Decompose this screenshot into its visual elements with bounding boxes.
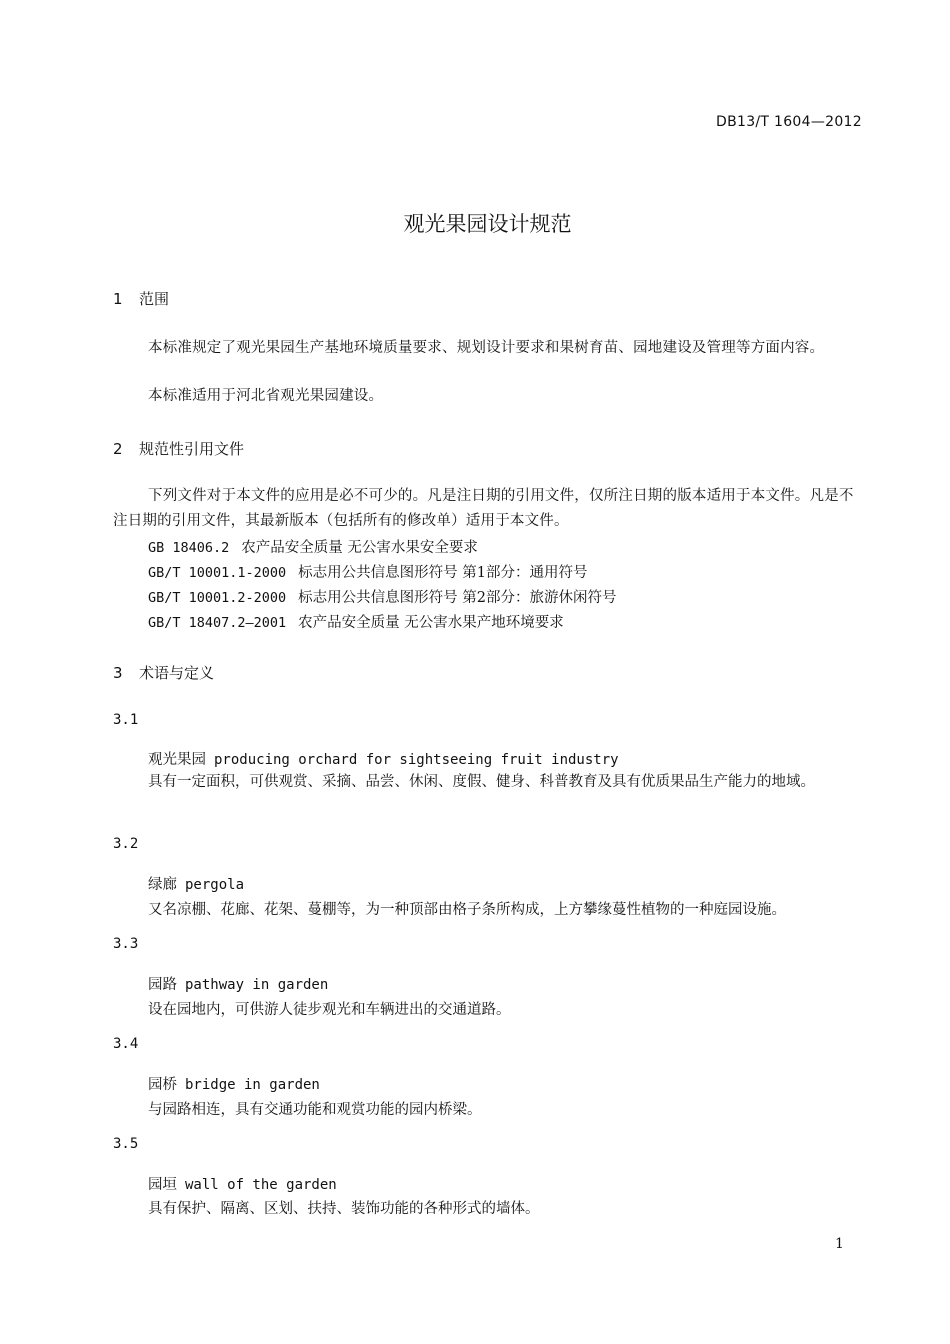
term-en: pathway in garden	[185, 977, 329, 993]
reference-code: GB/T 18407.2—2001	[148, 615, 287, 631]
section-number: 2	[113, 440, 123, 458]
reference-title: 农产品安全质量 无公害水果产地环境要求	[298, 615, 564, 631]
term-en: wall of the garden	[185, 1177, 337, 1193]
term-definition: 又名凉棚、花廊、花架、蔓棚等，为一种顶部由格子条所构成，上方攀缘蔓性植物的一种庭园设施。	[148, 902, 786, 918]
section-heading-references	[113, 438, 244, 459]
section-heading-terms	[113, 662, 214, 683]
term-heading	[148, 748, 619, 769]
section-heading-scope	[113, 288, 169, 309]
page-title: 观光果园设计规范	[403, 212, 572, 236]
term-heading	[148, 973, 328, 994]
term-en: bridge in garden	[185, 1077, 320, 1093]
reference-code: GB/T 10001.1-2000	[148, 565, 287, 581]
reference-code: GB 18406.2	[148, 540, 230, 556]
term-en: pergola	[185, 877, 245, 893]
term-definition: 具有一定面积，可供观赏、采摘、品尝、休闲、度假、健身、科普教育及具有优质果品生产能力的地域。	[148, 774, 815, 790]
reference-code: GB/T 10001.2-2000	[148, 590, 287, 606]
section-number: 1	[113, 290, 123, 308]
term-cn: 绿廊	[148, 877, 177, 893]
term-cn: 园桥	[148, 1077, 177, 1093]
term-number: 3.4	[113, 1036, 139, 1052]
reference-item	[148, 586, 617, 607]
reference-title: 标志用公共信息图形符号 第2部分：旅游休闲符号	[298, 590, 617, 606]
term-cn: 园路	[148, 977, 177, 993]
term-number: 3.2	[113, 836, 139, 852]
term-cn: 园垣	[148, 1177, 177, 1193]
reference-title: 农产品安全质量 无公害水果安全要求	[241, 540, 478, 556]
paragraph: 本标准适用于河北省观光果园建设。	[148, 388, 384, 404]
section-title: 术语与定义	[139, 664, 215, 682]
term-number: 3.1	[113, 712, 139, 728]
term-number: 3.3	[113, 936, 139, 952]
term-en: producing orchard for sightseeing fruit industry	[214, 752, 619, 768]
term-number: 3.5	[113, 1136, 139, 1152]
term-definition: 与园路相连，具有交通功能和观赏功能的园内桥梁。	[148, 1102, 482, 1118]
standard-code: DB13/T 1604—2012	[716, 114, 862, 130]
section-number: 3	[113, 664, 123, 682]
term-heading	[148, 1173, 337, 1194]
page-number: 1	[835, 1236, 844, 1252]
term-heading	[148, 873, 244, 894]
term-definition: 具有保护、隔离、区划、扶持、装饰功能的各种形式的墙体。	[148, 1201, 540, 1217]
section-title: 规范性引用文件	[139, 440, 245, 458]
paragraph: 下列文件对于本文件的应用是必不可少的。凡是注日期的引用文件，仅所注日期的版本适用于本文件。凡是不注日期的引用文件，其最新版本（包括所有的修改单）适用于本文件。	[113, 488, 854, 529]
paragraph: 本标准规定了观光果园生产基地环境质量要求、规划设计要求和果树育苗、园地建设及管理等方面内容。	[148, 340, 825, 356]
reference-item	[148, 561, 588, 582]
reference-item	[148, 536, 478, 557]
reference-item	[148, 611, 564, 632]
term-definition: 设在园地内，可供游人徒步观光和车辆进出的交通道路。	[148, 1002, 511, 1018]
reference-title: 标志用公共信息图形符号 第1部分：通用符号	[298, 565, 588, 581]
term-heading	[148, 1073, 320, 1094]
section-title: 范围	[139, 290, 170, 308]
term-cn: 观光果园	[148, 752, 206, 768]
